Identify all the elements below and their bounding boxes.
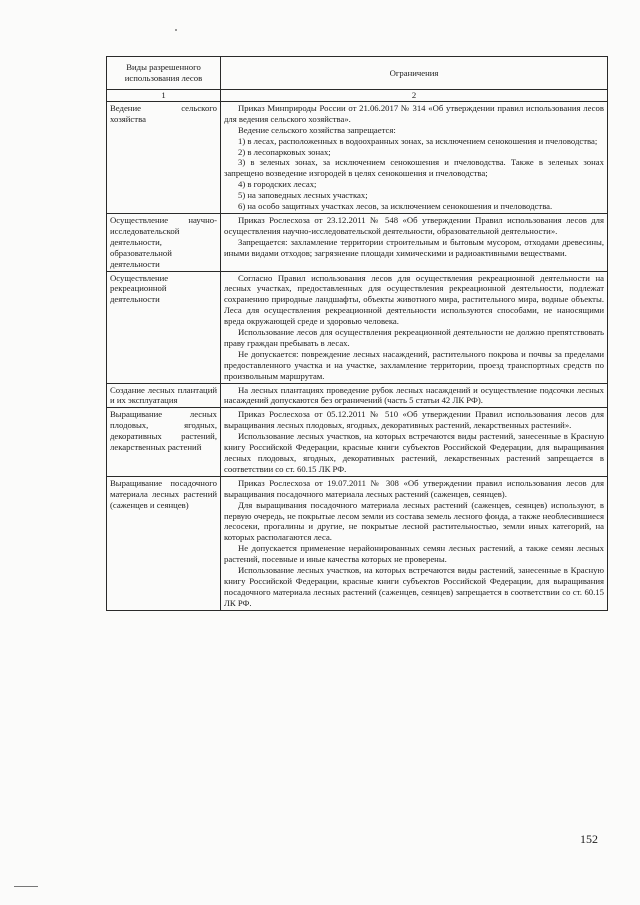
row-use-type: Создание лесных плантаций и их эксплуатация [107, 383, 221, 408]
header-forest-use-types: Виды разрешенного использования лесов [107, 57, 221, 90]
row-use-type: Ведение сельского хозяйства [107, 101, 221, 213]
restriction-paragraph: Приказ Рослесхоза от 19.07.2011 № 308 «Об утверждении правил использования лесов для выращивания посадочного материала лесных растений (саженцев, сеянцев). [224, 477, 604, 499]
row-restrictions [221, 101, 608, 213]
column-number-2: 2 [221, 90, 608, 102]
restriction-paragraph: На лесных плантациях проведение рубок лесных насаждений и осуществление подсочки лесных насаждений допускаются без ограничений (часть 5 статьи 42 ЛК РФ). [224, 384, 604, 406]
table-row [107, 476, 608, 610]
restriction-paragraph: Для выращивания посадочного материала лесных растений (саженцев, сеянцев) используют, в первую очередь, не покрытые лесом земли из состава земель лесного фонда, а также необлесившиеся лесосеки, прогалины и другие, не покрытые лесной растительностью, земли иных категорий, на которых располагаются леса. [224, 499, 604, 543]
scan-speck [175, 29, 177, 31]
restriction-paragraph: Приказ Рослесхоза от 05.12.2011 № 510 «Об утверждении Правил использования лесов для выращивания лесных плодовых, ягодных, декоративных растений, лекарственных растений». [224, 409, 604, 431]
row-restrictions [221, 271, 608, 383]
row-restrictions [221, 476, 608, 610]
restriction-paragraph: 6) на особо защитных участках лесов, за исключением сенокошения и пчеловодства. [238, 201, 553, 212]
table-row [107, 383, 608, 408]
restriction-paragraph: Запрещается: захламление территории строительным и бытовым мусором, отходами древесины, иными видами отходов; загрязнение площади химическими и радиоактивными веществами. [224, 236, 604, 258]
row-restrictions [221, 408, 608, 476]
restriction-paragraph: Ведение сельского хозяйства запрещается: [238, 124, 396, 135]
restriction-paragraph: Использование лесных участков, на которых встречаются виды растений, занесенные в Красную книгу Российской Федерации, красные книги субъектов Российской Федерации, для выращивания лесных плодовых, ягодных, декоративных растений, лекарственных растений запрещается в соответствии со ст. 60.15 ЛК РФ. [224, 431, 604, 474]
restriction-paragraph: Использование лесов для осуществления рекреационной деятельности не должно препятствовать праву граждан пребывать в лесах. [224, 327, 604, 348]
restriction-paragraph: 4) в городских лесах; [238, 179, 317, 190]
restriction-paragraph: Приказ Минприроды России от 21.06.2017 № 314 «Об утверждении правил использования лесов для ведения сельского хозяйства». [224, 102, 604, 124]
restriction-paragraph: Использование лесных участков, на которых встречаются виды растений, занесенные в Красную книгу Российской Федерации, красные книги субъектов Российской Федерации, для выращивания посадочного материала лесных растений (саженцев, сеянцев) запрещается в соответствии со ст. 60.15 ЛК РФ. [224, 565, 604, 608]
restriction-paragraph: 5) на заповедных лесных участках; [238, 190, 368, 201]
row-use-type: Выращивание лесных плодовых, ягодных, декоративных растений, лекарственных растений [107, 408, 221, 476]
header-restrictions: Ограничения [221, 57, 608, 90]
forest-use-restrictions-table [106, 56, 608, 611]
restriction-paragraph: 3) в зеленых зонах, за исключением сенокошения и пчеловодства. Также в зеленых зонах запрещено возведение изгородей в целях сенокошения и пчеловодства; [224, 157, 604, 179]
table-body [107, 101, 608, 610]
row-use-type: Осуществление рекреационной деятельности [107, 271, 221, 383]
restriction-paragraph: 2) в лесопарковых зонах; [238, 146, 331, 157]
row-restrictions [221, 213, 608, 271]
table-row [107, 271, 608, 383]
restriction-paragraph: Не допускается: повреждение лесных насаждений, растительного покрова и почвы за пределами предоставленного участка и на участке, захламление территории, проезд транспортных средств по произвольным маршрутам. [224, 348, 604, 381]
table-row [107, 408, 608, 476]
restriction-paragraph: Не допускается применение нерайонированных семян лесных растений, а также семян лесных растений, посевные и иные качества которых не проверены. [224, 543, 604, 565]
row-use-type: Осуществление научно-исследовательской деятельности, образовательной деятельности [107, 213, 221, 271]
restriction-paragraph: 1) в лесах, расположенных в водоохранных зонах, за исключением сенокошения и пчеловодства; [238, 135, 598, 146]
row-restrictions [221, 383, 608, 408]
column-number-1: 1 [107, 90, 221, 102]
row-use-type: Выращивание посадочного материала лесных растений (саженцев и сеянцев) [107, 476, 221, 610]
restriction-paragraph: Приказ Рослесхоза от 23.12.2011 № 548 «Об утверждении Правил использования лесов для осуществления научно-исследовательской деятельности, образовательной деятельности». [224, 214, 604, 236]
table-row [107, 213, 608, 271]
footer-rule [14, 886, 38, 887]
restriction-paragraph: Согласно Правил использования лесов для осуществления рекреационной деятельности на лесных участках, предоставленных для осуществления рекреационной деятельности, подлежат сохранению природные ландшафты, объекты животного мира, растительного мира, водные объекты. Леса для осуществления рекреационной деятельности используются способами, не наносящими вреда окружающей среде и здоровью человека. [224, 272, 604, 327]
table-row [107, 101, 608, 213]
page-number: 152 [580, 832, 598, 846]
